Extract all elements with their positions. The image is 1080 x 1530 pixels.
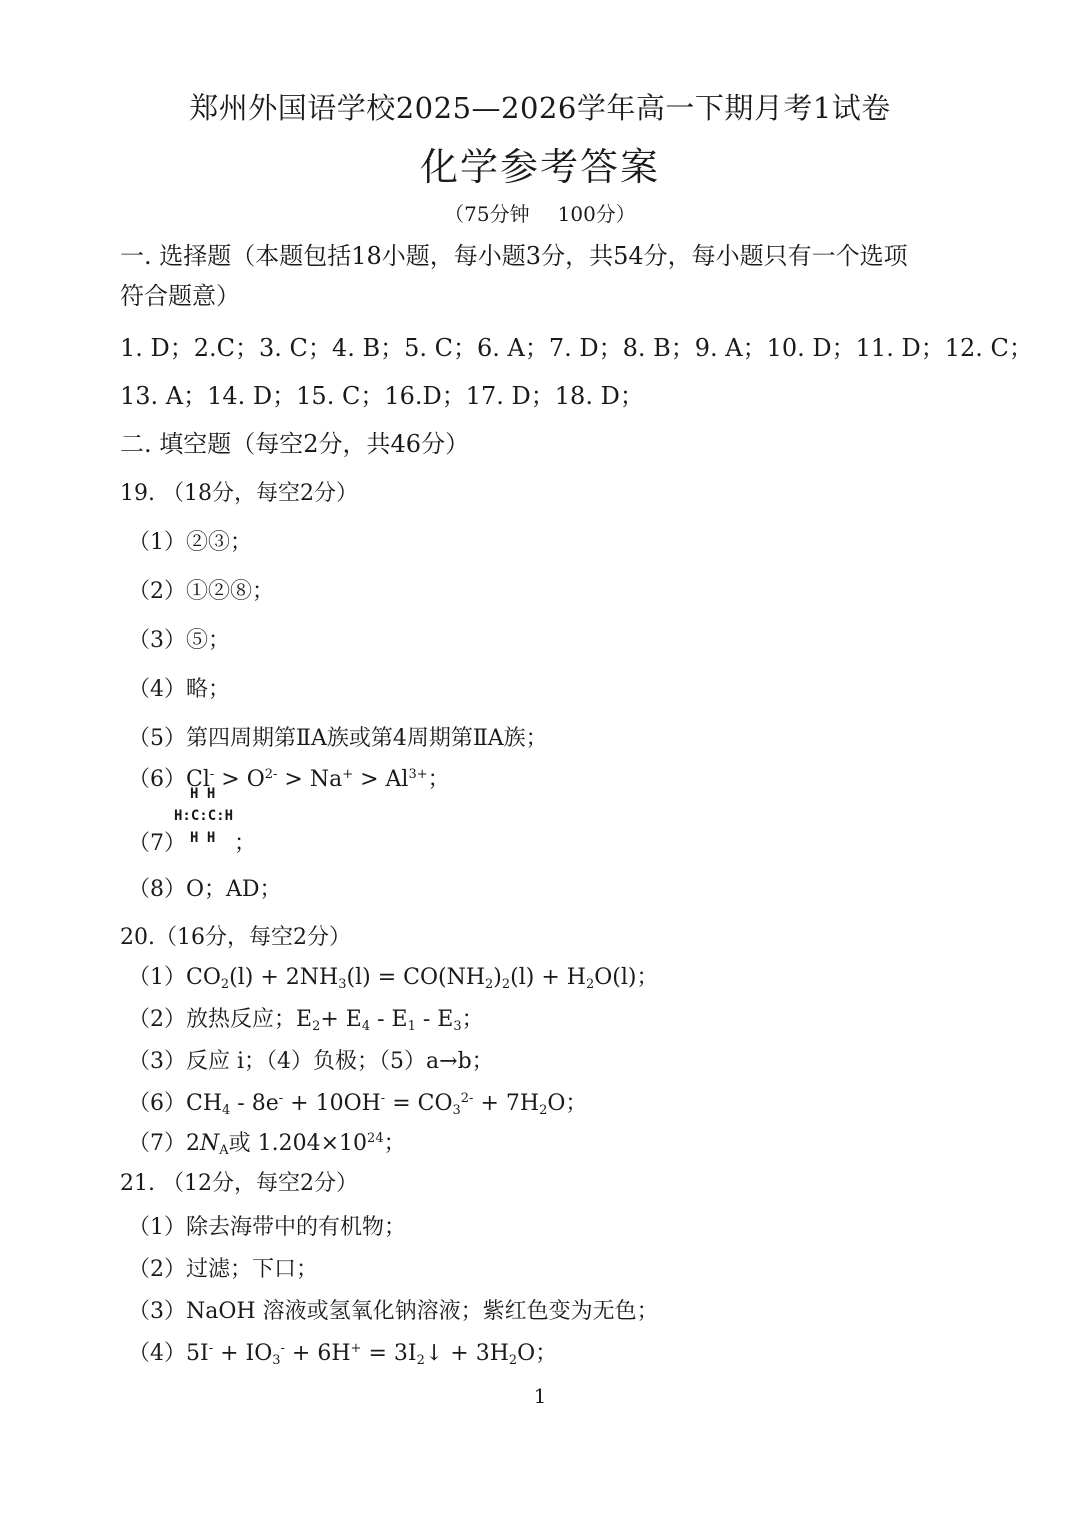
answer-key-title: 化学参考答案 bbox=[419, 145, 660, 189]
q19-answer-6: $(6)Cl^- > O^{2-} > Na^+ > Al^{3+}$； bbox=[128, 767, 450, 792]
q20-header: 20.（16分，每空2分） bbox=[120, 925, 351, 950]
q20-answer-7: $(7)2N_A$或 $1.204\times 10^{24}$； bbox=[128, 1131, 406, 1158]
exam-title: 郑州外国语学校2025—2026学年高一下期月考1试卷 bbox=[189, 91, 891, 125]
section1-heading: 一. 选择题（本题包括18小题，每小题3分，共54分，每小题只有一个选项 bbox=[120, 242, 908, 270]
exam-duration bbox=[0, 198, 1080, 227]
electron-formula-bottom-h: H H bbox=[190, 830, 216, 846]
q20-answer-1: $(1)CO_2(l) + 2NH_3(l) = CO(NH_2)_2(l) + H_2O(l)$； bbox=[128, 965, 659, 992]
q19-answer-2: （2）①②⑧； bbox=[128, 579, 274, 604]
mc-answers-line2: 13. A；14. D；15. C；16.D；17. D；18. D； bbox=[120, 382, 644, 410]
mc-answers-line1: 1. D；2.C；3. C；4. B；5. C；6. A；7. D；8. B；9. A；10. D；11. D；12. C； bbox=[120, 334, 1033, 362]
q19-answer-7-label: （7） bbox=[128, 831, 186, 856]
q21-answer-4: $(4)5I^- + IO_3^- + 6H^+$ = $3I_2↓ + 3H_2O$； bbox=[128, 1341, 558, 1368]
page-number: 1 bbox=[533, 1384, 547, 1408]
q19-answer-8: （8）O；AD； bbox=[128, 877, 282, 902]
q21-answer-1: （1）除去海带中的有机物； bbox=[128, 1215, 406, 1240]
duration-score: 100分） bbox=[557, 202, 636, 226]
section1-heading-cont: 符合题意） bbox=[120, 282, 240, 310]
q21-header: 21. （12分，每空2分） bbox=[120, 1171, 358, 1196]
q19-answer-4: （4）略； bbox=[128, 677, 230, 702]
electron-formula-top-h: H H bbox=[190, 786, 216, 802]
q19-answer-7-end: ； bbox=[234, 831, 257, 856]
q20-answer-6: $(6)CH_4 - 8e^- + 10OH^- = CO_3^{2-} + 7H_2O$； bbox=[128, 1091, 588, 1118]
q21-answer-3: （3）NaOH 溶液或氢氧化钠溶液；紫红色变为无色； bbox=[128, 1299, 659, 1324]
duration-time: （75分钟 bbox=[444, 202, 530, 226]
q20-answer-3-5: （3）反应 i；（4）负极；（5）a→b； bbox=[128, 1049, 494, 1074]
electron-formula-middle: H:C:C:H bbox=[174, 808, 234, 824]
q19-answer-5: （5）第四周期第ⅡA族或第4周期第ⅡA族； bbox=[128, 726, 548, 751]
q21-answer-2: （2）过滤；下口； bbox=[128, 1257, 318, 1282]
q19-answer-3: （3）⑤； bbox=[128, 628, 230, 653]
section2-heading: 二. 填空题（每空2分，共46分） bbox=[120, 430, 470, 458]
q19-answer-1: （1）②③； bbox=[128, 530, 252, 555]
q20-answer-2: （2）放热反应；$E_2+ E_4 - E_1 - E_3$； bbox=[128, 1007, 484, 1034]
q19-header: 19. （18分，每空2分） bbox=[120, 481, 358, 506]
